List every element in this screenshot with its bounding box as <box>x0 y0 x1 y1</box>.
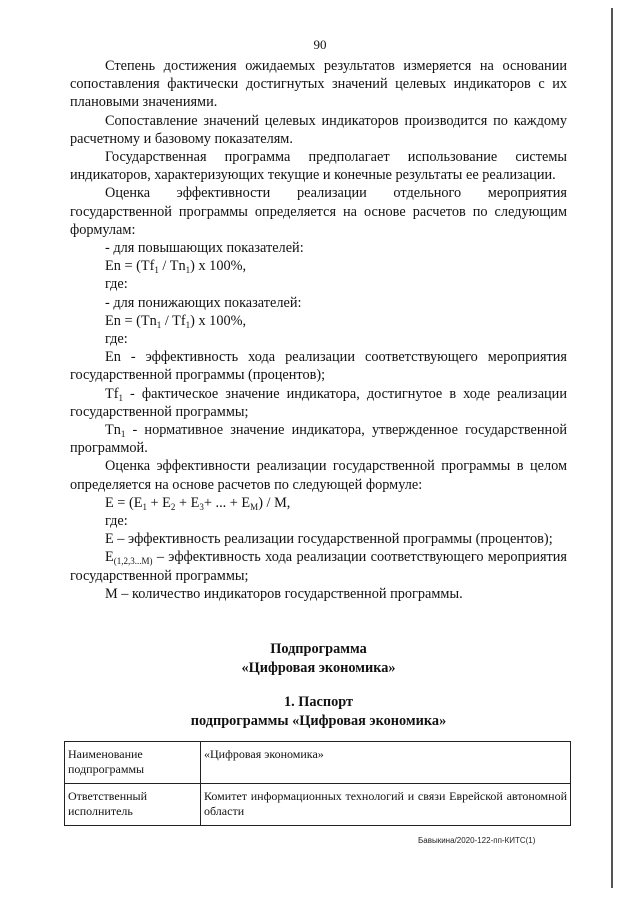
definition-e: E – эффективность реализации государственной программы (процентов); <box>105 531 553 548</box>
table-cell-label: Ответственный исполнитель <box>65 784 201 826</box>
passport-heading-line2: подпрограммы «Цифровая экономика» <box>190 712 447 729</box>
table-row <box>65 742 571 784</box>
paragraph-achievement: Степень достижения ожидаемых результатов измеряется на основании сопоставления фактически достигнутых значений целевых индикаторов с их плановыми значениями. <box>70 58 567 111</box>
decreasing-indicators-label: - для понижающих показателей: <box>105 294 302 311</box>
page-number: 90 <box>313 37 327 52</box>
definition-tf: $Tf_1$ - фактическое значение индикатора, достигнутое в ходе реализации государственной программы; <box>70 385 567 420</box>
paragraph-overall-evaluation: Оценка эффективности реализации государственной программы в целом определяется на основе расчетов по следующей формуле: <box>70 458 567 493</box>
formula-decreasing: $En = (Tn_1 / Tf_1)$ x 100%, <box>105 312 247 330</box>
where-label: где: <box>105 513 128 530</box>
definition-en: En - эффективность хода реализации соответствующего мероприятия государственной программы (процентов); <box>70 349 567 384</box>
table-cell-label: Наименование подпрограммы <box>65 742 201 784</box>
document-code: Бавыкина/2020-122-пп-КИТС(1) <box>418 836 536 845</box>
formula-increasing: $En = (Tf_1 / Tn_1)$ x 100%, <box>105 258 247 276</box>
where-label: где: <box>105 276 128 293</box>
body-text <box>70 57 567 603</box>
formula-overall: $E = (E_1 + E_2 + E_3+$ ... + $E_M$) / M, <box>105 494 291 512</box>
paragraph-evaluation: Оценка эффективности реализации отдельного мероприятия государственной программы определяется на основе расчетов по следующим формулам: <box>70 185 567 238</box>
paragraph-indicators: Государственная программа предполагает использование системы индикаторов, характеризующих текущие и конечные результаты ее реализации. <box>70 149 567 184</box>
passport-heading <box>70 693 567 730</box>
definition-m: M – количество индикаторов государственной программы. <box>105 585 463 602</box>
table-cell-value: «Цифровая экономика» <box>201 742 571 784</box>
definition-e-indexed: $E_{(1,2,3...M)}$ – эффективность хода реализации соответствующего мероприятия государственной программы; <box>70 549 567 584</box>
passport-table <box>64 741 571 826</box>
passport-heading-line1: 1. Паспорт <box>283 694 354 710</box>
table-cell-value: Комитет информационных технологий и связи Еврейской автономной области <box>201 784 571 826</box>
subprogram-heading-line2: «Цифровая экономика» <box>241 659 396 676</box>
definition-tn: $Tn_1$ - нормативное значение индикатора, утвержденное государственной программой. <box>70 422 567 457</box>
table-row <box>65 784 571 826</box>
subprogram-heading <box>70 640 567 677</box>
increasing-indicators-label: - для повышающих показателей: <box>105 240 304 257</box>
where-label: где: <box>105 331 128 348</box>
paragraph-comparison: Сопоставление значений целевых индикаторов производится по каждому расчетному и базовому показателям. <box>70 112 567 147</box>
subprogram-heading-line1: Подпрограмма <box>270 641 367 657</box>
page-edge-line <box>611 8 613 888</box>
